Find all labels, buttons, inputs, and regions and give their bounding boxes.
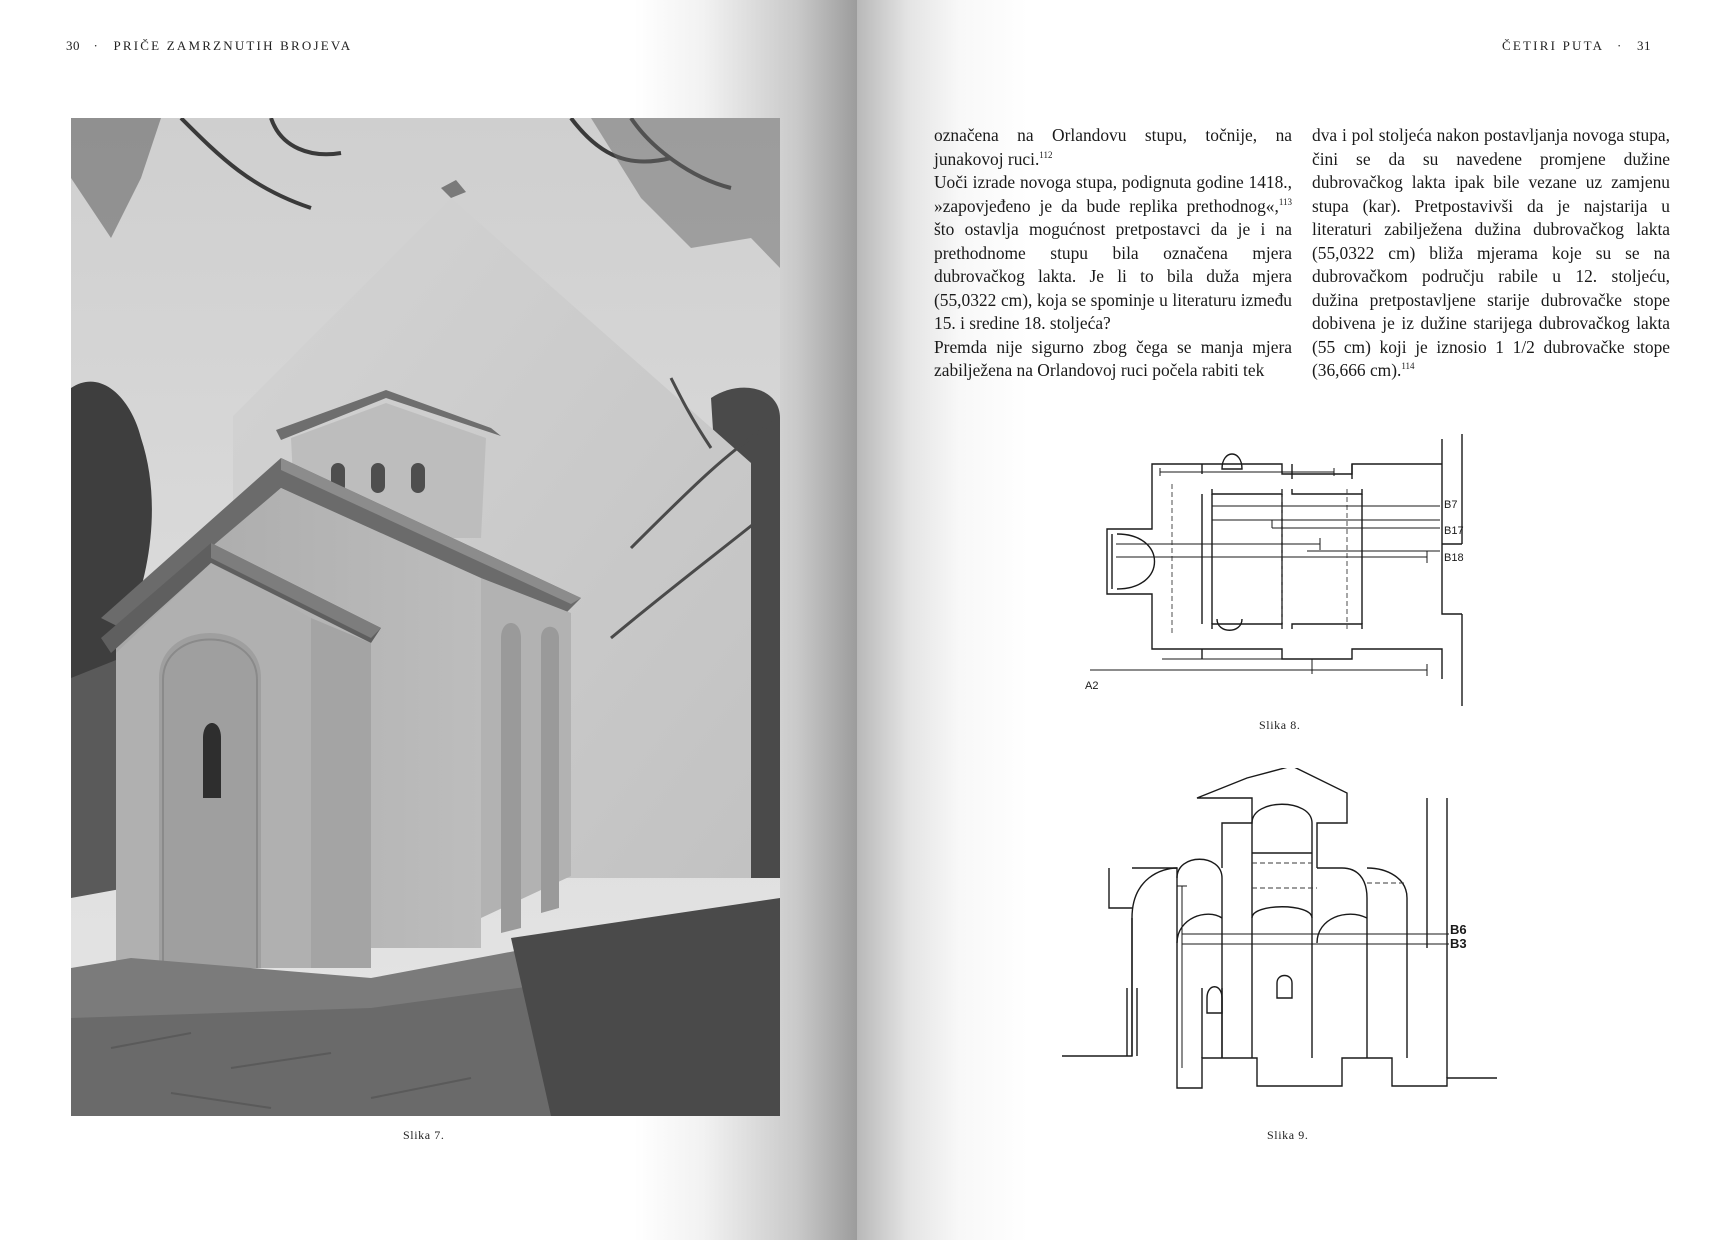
footnote-ref: 114 <box>1401 361 1415 372</box>
section-elevation-drawing <box>1047 768 1497 1116</box>
paragraph: dva i pol stoljeća nakon postavljanja novoga stupa, čini se da su navedene promjene dužine dubrovačkog lakta ipak bile vezane uz zamjenu stupa (kar). Pretpostavivši da je najstarija u literaturi zabilježena dužina dubrovačkog lakta (55,0322 cm) bliža mjerama koje su se na dubrovačkom području rabile u 12. stoljeću, dužina pretpostavljene starije dubrovačke stope dobivena je iz dužine starijega dubrovačkog lakta (55 cm) koji je iznosio 1 1/2 dubrovačke stope (36,666 cm).$^{114}$ <box>1312 125 1670 380</box>
floor-plan-figure <box>1072 434 1496 706</box>
label-b3: B3 <box>1450 936 1467 951</box>
right-page-number: 31 <box>1637 38 1651 53</box>
separator-dot: · <box>1617 38 1624 53</box>
separator-dot: · <box>93 38 100 53</box>
paragraph: Premda nije sigurno zbog čega se manja mjera zabilježena na Orlandovoj ruci počela rabiti tek <box>934 336 1292 380</box>
left-running-head <box>66 38 352 54</box>
church-photo-image <box>71 118 780 1116</box>
label-a2: A2 <box>1085 680 1099 692</box>
church-photo <box>71 118 780 1116</box>
text-column-2 <box>1312 124 1670 383</box>
label-b7: B7 <box>1444 499 1458 511</box>
label-b17: B17 <box>1444 525 1464 537</box>
floor-plan-drawing <box>1072 434 1496 706</box>
text-column-1 <box>934 124 1292 383</box>
left-running-title: PRIČE ZAMRZNUTIH BROJEVA <box>113 38 353 53</box>
paragraph: označena na Orlandovu stupu, točnije, na junakovoj ruci.$^{112}$ <box>934 125 1292 169</box>
section-elevation-figure <box>1047 768 1497 1116</box>
footnote-ref: 112 <box>1039 149 1053 160</box>
right-running-title: ČETIRI PUTA <box>1502 38 1604 53</box>
label-b18: B18 <box>1444 552 1464 564</box>
right-running-head <box>1502 38 1651 54</box>
paragraph: Uoči izrade novoga stupa, podignuta godine 1418., »zapovjeđeno je da bude replika prethodnog«,$^{113}$ što ostavlja mogućnost pretpostavci da je i na prethodnome stupu bila označena mjera dubrovačkog lakta. Je li to bila duža mjera (55,0322 cm), koja se spominje u literaturu između 15. i sredine 18. stoljeća? <box>934 172 1292 333</box>
label-b6: B6 <box>1450 922 1467 937</box>
figure9-caption: Slika 9. <box>1267 1128 1309 1142</box>
left-page-number: 30 <box>66 38 80 53</box>
figure7-caption: Slika 7. <box>403 1128 445 1142</box>
figure8-caption: Slika 8. <box>1259 718 1301 732</box>
footnote-ref: 113 <box>1278 196 1292 207</box>
